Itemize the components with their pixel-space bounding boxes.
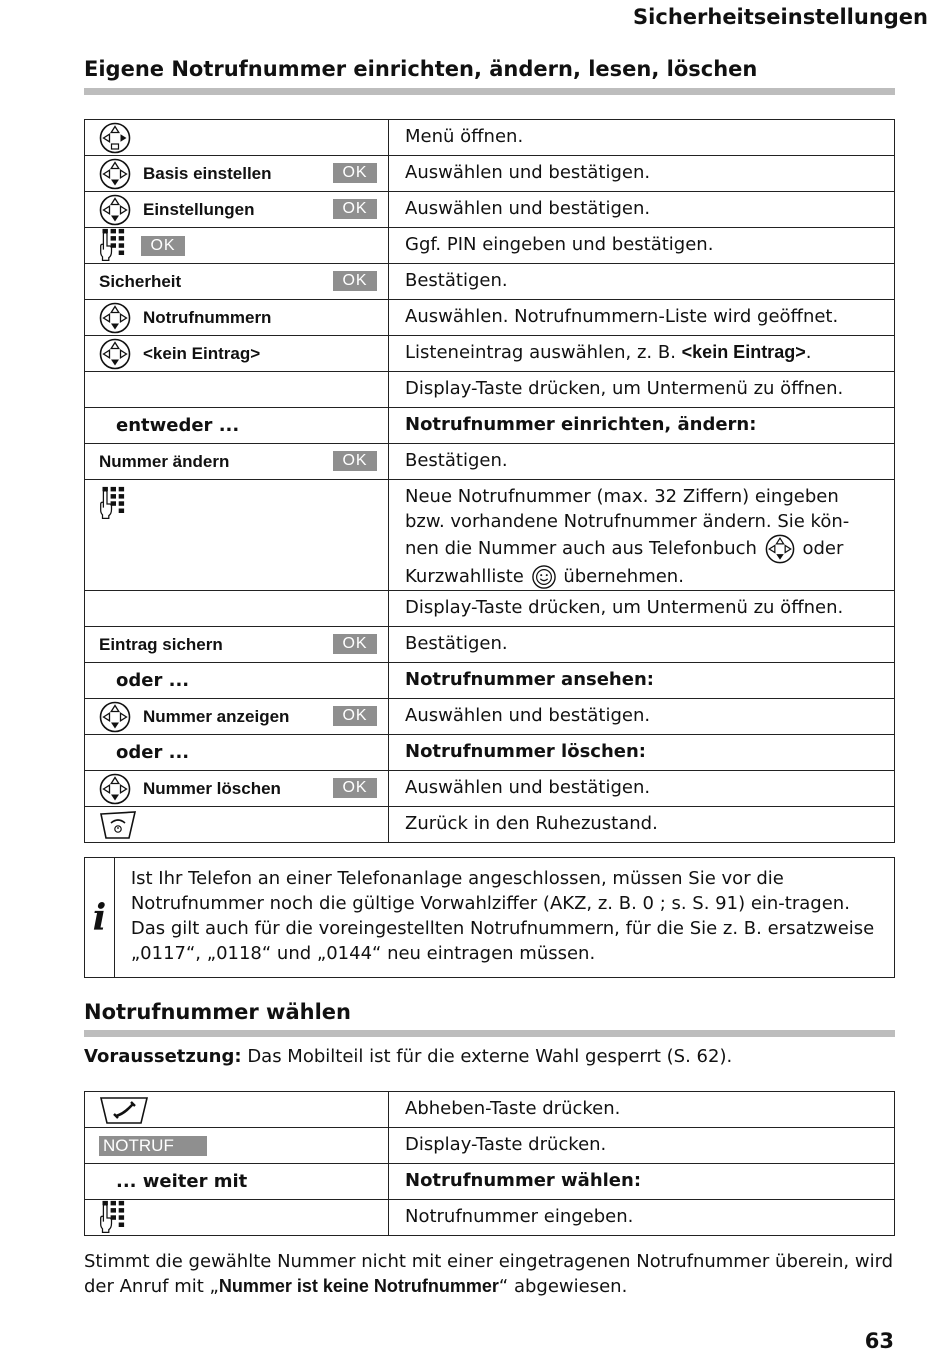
control-key-down-icon bbox=[99, 302, 131, 334]
step-description: Auswählen und bestätigen. bbox=[389, 699, 895, 735]
keypad-icon bbox=[99, 1200, 133, 1236]
table-row bbox=[85, 372, 895, 408]
table-row bbox=[85, 591, 895, 627]
prerequisite: Voraussetzung: Das Mobilteil ist für die externe Wahl gesperrt (S. 62). bbox=[84, 1046, 733, 1067]
step-description: Display-Taste drücken, um Untermenü zu öffnen. bbox=[389, 372, 895, 408]
step-heading: Notrufnummer einrichten, ändern: bbox=[389, 408, 895, 444]
table-row bbox=[85, 1200, 895, 1236]
section-title-dial: Notrufnummer wählen bbox=[84, 1000, 351, 1024]
branch-label: oder ... bbox=[116, 742, 190, 763]
ok-softkey[interactable]: OK bbox=[141, 236, 185, 256]
branch-label: ... weiter mit bbox=[116, 1171, 248, 1192]
info-icon: i bbox=[85, 858, 115, 977]
ok-softkey[interactable]: OK bbox=[333, 778, 377, 798]
branch-label: entweder ... bbox=[116, 415, 240, 436]
ok-softkey[interactable]: OK bbox=[333, 199, 377, 219]
menu-entry-sicherheit[interactable]: Sicherheit bbox=[99, 271, 182, 291]
control-key-down-icon bbox=[99, 158, 131, 190]
control-key-right-icon bbox=[99, 122, 131, 154]
page-number: 63 bbox=[864, 1329, 894, 1353]
step-heading: Notrufnummer löschen: bbox=[389, 735, 895, 771]
branch-label: oder ... bbox=[116, 670, 190, 691]
menu-entry-basis-einstellen[interactable]: Basis einstellen bbox=[143, 163, 272, 183]
table-row bbox=[85, 1128, 895, 1164]
table-row bbox=[85, 699, 895, 735]
speed-dial-key-icon bbox=[532, 565, 556, 589]
menu-entry-nummer-loeschen[interactable]: Nummer löschen bbox=[143, 778, 281, 798]
table-row bbox=[85, 807, 895, 843]
step-description: Display-Taste drücken. bbox=[389, 1128, 895, 1164]
step-description: Menü öffnen. bbox=[389, 120, 895, 156]
step-description: Notrufnummer eingeben. bbox=[389, 1200, 895, 1236]
table-row bbox=[85, 156, 895, 192]
ok-softkey[interactable]: OK bbox=[333, 706, 377, 726]
step-description: Ggf. PIN eingeben und bestätigen. bbox=[389, 228, 895, 264]
table-row bbox=[85, 192, 895, 228]
control-key-down-icon bbox=[99, 773, 131, 805]
running-head: Sicherheitseinstellungen bbox=[633, 5, 928, 29]
info-text: Ist Ihr Telefon an einer Telefonanlage angeschlossen, müssen Sie vor die Notrufnummer noch die gültige Vorwahlziffer (AKZ, z. B. 0 ; s. S. 91) ein-tragen. Das gilt auch für die voreingestellten Notrufnummern, für die Sie z. B. ersatzweise „0117“, „0118“ und „0144“ neu eintragen müssen. bbox=[130, 868, 875, 964]
steps-table-setup bbox=[84, 119, 895, 843]
table-row bbox=[85, 408, 895, 444]
menu-entry-nummer-anzeigen[interactable]: Nummer anzeigen bbox=[143, 706, 290, 726]
control-key-down-icon bbox=[99, 338, 131, 370]
table-row bbox=[85, 480, 895, 591]
ok-softkey[interactable]: OK bbox=[333, 271, 377, 291]
step-description: Display-Taste drücken, um Untermenü zu öffnen. bbox=[389, 591, 895, 627]
list-entry-kein-eintrag[interactable]: <kein Eintrag> bbox=[143, 343, 261, 363]
step-heading: Notrufnummer wählen: bbox=[389, 1164, 895, 1200]
keypad-icon bbox=[99, 486, 133, 522]
table-row bbox=[85, 663, 895, 699]
section-rule bbox=[84, 88, 895, 95]
keypad-icon bbox=[99, 228, 133, 264]
menu-entry-notrufnummern[interactable]: Notrufnummern bbox=[143, 307, 272, 327]
control-key-down-icon bbox=[99, 194, 131, 226]
table-row bbox=[85, 300, 895, 336]
step-description: Bestätigen. bbox=[389, 627, 895, 663]
step-description: Bestätigen. bbox=[389, 264, 895, 300]
step-description: Auswählen und bestätigen. bbox=[389, 771, 895, 807]
closing-paragraph: Stimmt die gewählte Nummer nicht mit einer eingetragenen Notrufnummer überein, wird der Anruf mit „Nummer ist keine Notrufnummer“ abgewiesen. bbox=[84, 1251, 894, 1297]
table-row bbox=[85, 735, 895, 771]
step-description: Bestätigen. bbox=[389, 444, 895, 480]
talk-key-icon bbox=[99, 1095, 149, 1125]
step-description: Abheben-Taste drücken. bbox=[389, 1092, 895, 1128]
table-row bbox=[85, 627, 895, 663]
table-row bbox=[85, 228, 895, 264]
ok-softkey[interactable]: OK bbox=[333, 634, 377, 654]
step-description: Zurück in den Ruhezustand. bbox=[389, 807, 895, 843]
table-row bbox=[85, 120, 895, 156]
info-box bbox=[84, 857, 895, 978]
step-description: Auswählen und bestätigen. bbox=[389, 156, 895, 192]
control-key-down-icon bbox=[99, 701, 131, 733]
menu-entry-nummer-aendern[interactable]: Nummer ändern bbox=[99, 451, 230, 471]
steps-table-dial bbox=[84, 1091, 895, 1236]
ok-softkey[interactable]: OK bbox=[333, 163, 377, 183]
ok-softkey[interactable]: OK bbox=[333, 451, 377, 471]
step-description: Neue Notrufnummer (max. 32 Ziffern) eingeben bzw. vorhandene Notrufnummer ändern. Sie kön-nen die Nummer auch aus Telefonbuch oder Kurzwahlliste übernehmen. bbox=[389, 480, 895, 591]
table-row bbox=[85, 771, 895, 807]
section-title-setup: Eigene Notrufnummer einrichten, ändern, lesen, löschen bbox=[84, 57, 758, 81]
menu-entry-einstellungen[interactable]: Einstellungen bbox=[143, 199, 255, 219]
step-heading: Notrufnummer ansehen: bbox=[389, 663, 895, 699]
step-description: Listeneintrag auswählen, z. B. <kein Eintrag>. bbox=[389, 336, 895, 372]
table-row bbox=[85, 264, 895, 300]
notruf-display-key[interactable]: NOTRUF bbox=[99, 1136, 207, 1156]
step-description: Auswählen und bestätigen. bbox=[389, 192, 895, 228]
menu-entry-eintrag-sichern[interactable]: Eintrag sichern bbox=[99, 634, 223, 654]
end-call-key-icon bbox=[99, 810, 137, 840]
table-row bbox=[85, 1164, 895, 1200]
table-row bbox=[85, 1092, 895, 1128]
section-rule bbox=[84, 1030, 895, 1037]
table-row bbox=[85, 336, 895, 372]
table-row bbox=[85, 444, 895, 480]
control-key-down-icon bbox=[765, 534, 795, 564]
step-description: Auswählen. Notrufnummern-Liste wird geöffnet. bbox=[389, 300, 895, 336]
